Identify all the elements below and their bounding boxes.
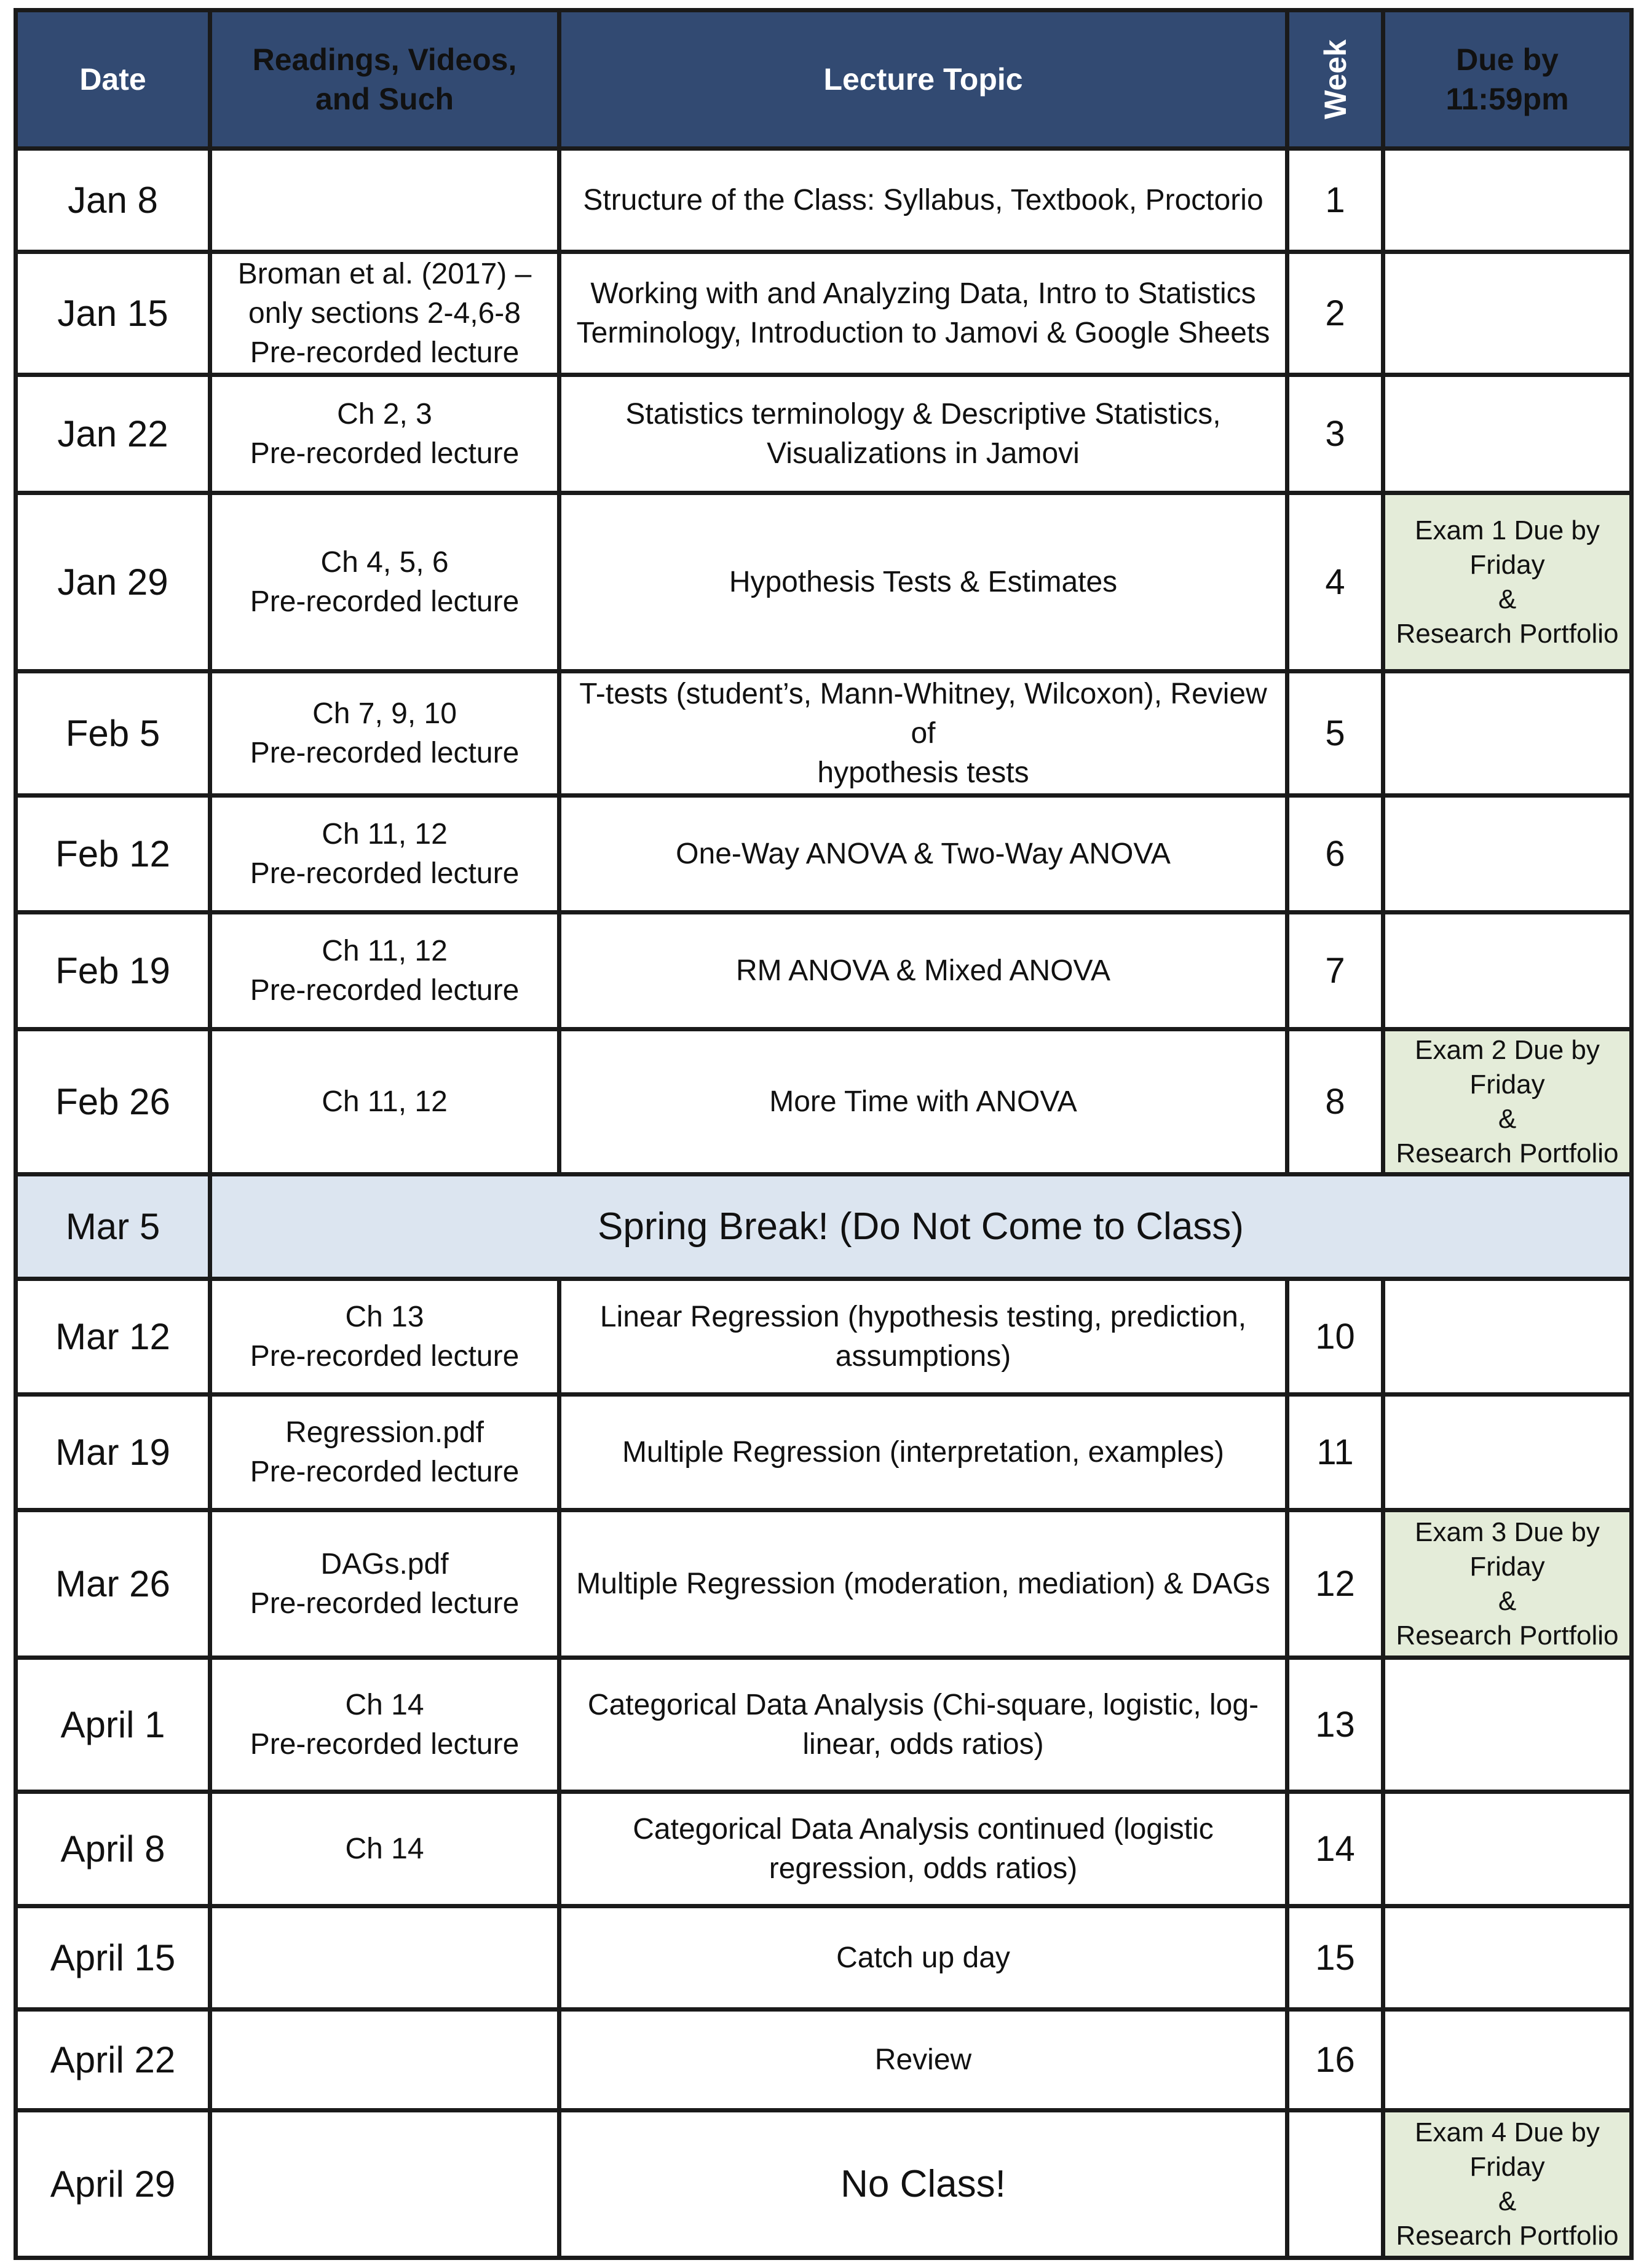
readings-cell: [210, 149, 560, 252]
readings-cell: Ch 11, 12: [210, 1029, 560, 1175]
due-cell: [1383, 1395, 1632, 1510]
date-cell: Feb 26: [16, 1029, 210, 1175]
due-line: Exam 3 Due by: [1415, 1517, 1600, 1547]
readings-cell: [210, 252, 560, 375]
date-cell: Feb 12: [16, 796, 210, 913]
due-line: &: [1498, 2186, 1517, 2216]
date-cell: Feb 19: [16, 913, 210, 1029]
topic-cell: RM ANOVA & Mixed ANOVA: [560, 913, 1287, 1029]
readings-line: Ch 2, 3: [337, 397, 432, 430]
date-cell: Mar 19: [16, 1395, 210, 1510]
date-cell: Mar 12: [16, 1279, 210, 1395]
date-cell: Mar 26: [16, 1510, 210, 1658]
table-row: [16, 2111, 1632, 2258]
due-line: Research Portfolio: [1396, 1138, 1619, 1168]
header-due-line2: 11:59pm: [1445, 82, 1569, 116]
topic-cell: Catch up day: [560, 1906, 1287, 2010]
due-cell-exam: [1383, 1510, 1632, 1658]
week-cell: 12: [1287, 1510, 1383, 1658]
readings-cell: [210, 2010, 560, 2111]
week-cell: 8: [1287, 1029, 1383, 1175]
due-line: Exam 2 Due by: [1415, 1034, 1600, 1065]
due-line: Research Portfolio: [1396, 1620, 1619, 1651]
week-cell: 6: [1287, 796, 1383, 913]
readings-cell: [210, 796, 560, 913]
week-cell: 4: [1287, 493, 1383, 672]
due-line: Friday: [1469, 1069, 1545, 1100]
table-row: [16, 1906, 1632, 2010]
readings-line: Pre-recorded lecture: [250, 736, 520, 769]
topic-line: Categorical Data Analysis continued (logistic: [633, 1812, 1214, 1846]
table-row: [16, 1029, 1632, 1175]
header-date: Date: [16, 10, 210, 149]
due-cell-exam: [1383, 493, 1632, 672]
topic-cell: [560, 375, 1287, 493]
table-row: [16, 1279, 1632, 1395]
due-line: &: [1498, 1585, 1517, 1616]
table-row: [16, 1395, 1632, 1510]
readings-line: Pre-recorded lecture: [250, 336, 520, 369]
schedule-table: [14, 8, 1634, 2260]
week-cell: 7: [1287, 913, 1383, 1029]
header-topic: Lecture Topic: [560, 10, 1287, 149]
due-line: Exam 1 Due by: [1415, 515, 1600, 545]
topic-line: Categorical Data Analysis (Chi-square, logistic, log-: [587, 1688, 1259, 1721]
readings-line: Ch 4, 5, 6: [320, 545, 449, 579]
date-cell: Jan 15: [16, 252, 210, 375]
due-line: Friday: [1469, 549, 1545, 580]
date-cell: Mar 5: [16, 1175, 210, 1279]
header-week-label: Week: [1318, 39, 1353, 119]
due-line: Research Portfolio: [1396, 618, 1619, 649]
week-cell: 2: [1287, 252, 1383, 375]
due-cell: [1383, 1279, 1632, 1395]
readings-line: Regression.pdf: [285, 1416, 484, 1449]
readings-line: only sections 2-4,6-8: [248, 296, 521, 330]
topic-line: T-tests (student’s, Mann-Whitney, Wilcoxon), Review of: [579, 677, 1267, 750]
date-cell: April 15: [16, 1906, 210, 2010]
readings-line: Broman et al. (2017) –: [237, 257, 532, 290]
topic-line: Terminology, Introduction to Jamovi & Google Sheets: [576, 316, 1270, 349]
due-cell: [1383, 2010, 1632, 2111]
readings-line: Pre-recorded lecture: [250, 857, 520, 890]
date-cell: April 1: [16, 1658, 210, 1792]
date-cell: April 22: [16, 2010, 210, 2111]
readings-cell: [210, 913, 560, 1029]
table-row: [16, 1658, 1632, 1792]
due-cell: [1383, 1906, 1632, 2010]
readings-cell: [210, 672, 560, 796]
topic-line: linear, odds ratios): [802, 1727, 1044, 1761]
table-row: [16, 149, 1632, 252]
topic-cell: [560, 1279, 1287, 1395]
topic-cell: More Time with ANOVA: [560, 1029, 1287, 1175]
due-cell: [1383, 252, 1632, 375]
readings-line: Ch 13: [345, 1300, 424, 1333]
readings-cell: [210, 2111, 560, 2258]
date-cell: April 29: [16, 2111, 210, 2258]
table-row: [16, 375, 1632, 493]
header-readings-line2: and Such: [315, 82, 454, 116]
topic-line: assumptions): [835, 1339, 1011, 1373]
week-cell: 1: [1287, 149, 1383, 252]
topic-cell: Multiple Regression (moderation, mediation) & DAGs: [560, 1510, 1287, 1658]
header-row: [16, 10, 1632, 149]
table-row: [16, 796, 1632, 913]
week-cell: 11: [1287, 1395, 1383, 1510]
due-cell: [1383, 1792, 1632, 1906]
table-row: [16, 1510, 1632, 1658]
readings-cell: [210, 1658, 560, 1792]
due-cell: [1383, 1658, 1632, 1792]
date-cell: Jan 8: [16, 149, 210, 252]
week-cell: 15: [1287, 1906, 1383, 2010]
readings-cell: [210, 375, 560, 493]
topic-cell: One-Way ANOVA & Two-Way ANOVA: [560, 796, 1287, 913]
topic-cell: [560, 1792, 1287, 1906]
topic-cell: Structure of the Class: Syllabus, Textbook, Proctorio: [560, 149, 1287, 252]
spring-break-row: [16, 1175, 1632, 1279]
due-cell: [1383, 672, 1632, 796]
week-cell: 3: [1287, 375, 1383, 493]
topic-line: Linear Regression (hypothesis testing, prediction,: [599, 1300, 1247, 1333]
date-cell: April 8: [16, 1792, 210, 1906]
due-cell: [1383, 796, 1632, 913]
readings-cell: [210, 1395, 560, 1510]
topic-line: hypothesis tests: [817, 756, 1029, 789]
readings-cell: [210, 1279, 560, 1395]
week-cell: [1287, 2111, 1383, 2258]
week-cell: 13: [1287, 1658, 1383, 1792]
due-cell-exam: [1383, 2111, 1632, 2258]
readings-line: Pre-recorded lecture: [250, 1339, 520, 1373]
topic-cell: [560, 672, 1287, 796]
readings-line: Ch 7, 9, 10: [312, 697, 457, 730]
readings-line: Pre-recorded lecture: [250, 437, 520, 470]
week-cell: 16: [1287, 2010, 1383, 2111]
header-week: [1287, 10, 1383, 149]
topic-cell: Multiple Regression (interpretation, examples): [560, 1395, 1287, 1510]
due-line: &: [1498, 1103, 1517, 1134]
table-row: [16, 913, 1632, 1029]
due-cell: [1383, 913, 1632, 1029]
readings-line: DAGs.pdf: [320, 1547, 449, 1580]
readings-line: Pre-recorded lecture: [250, 973, 520, 1007]
due-cell: [1383, 375, 1632, 493]
week-cell: 14: [1287, 1792, 1383, 1906]
due-line: Research Portfolio: [1396, 2220, 1619, 2251]
header-readings: [210, 10, 560, 149]
due-line: Friday: [1469, 2151, 1545, 2182]
readings-cell: Ch 14: [210, 1792, 560, 1906]
due-line: Exam 4 Due by: [1415, 2117, 1600, 2147]
header-readings-line1: Readings, Videos,: [252, 42, 517, 77]
table-row: [16, 493, 1632, 672]
readings-cell: [210, 1510, 560, 1658]
topic-cell: [560, 252, 1287, 375]
readings-cell: [210, 1906, 560, 2010]
date-cell: Jan 22: [16, 375, 210, 493]
readings-line: Ch 11, 12: [322, 934, 448, 967]
date-cell: Jan 29: [16, 493, 210, 672]
header-due-line1: Due by: [1456, 42, 1559, 77]
table-row: [16, 252, 1632, 375]
header-due: [1383, 10, 1632, 149]
topic-cell: Hypothesis Tests & Estimates: [560, 493, 1287, 672]
readings-line: Pre-recorded lecture: [250, 1455, 520, 1488]
date-cell: Feb 5: [16, 672, 210, 796]
table-row: [16, 672, 1632, 796]
readings-line: Pre-recorded lecture: [250, 585, 520, 618]
table-row: [16, 2010, 1632, 2111]
readings-line: Ch 11, 12: [322, 817, 448, 850]
due-cell: [1383, 149, 1632, 252]
due-line: Friday: [1469, 1551, 1545, 1582]
topic-line: Statistics terminology & Descriptive Statistics,: [625, 397, 1221, 430]
readings-line: Ch 14: [345, 1688, 424, 1721]
topic-cell: [560, 1658, 1287, 1792]
readings-cell: [210, 493, 560, 672]
topic-line: Visualizations in Jamovi: [767, 437, 1080, 470]
due-line: &: [1498, 584, 1517, 614]
topic-cell: Review: [560, 2010, 1287, 2111]
week-cell: 5: [1287, 672, 1383, 796]
readings-line: Pre-recorded lecture: [250, 1587, 520, 1620]
due-cell-exam: [1383, 1029, 1632, 1175]
topic-line: regression, odds ratios): [769, 1852, 1078, 1885]
topic-line: Working with and Analyzing Data, Intro to Statistics: [590, 277, 1256, 310]
table-row: [16, 1792, 1632, 1906]
week-cell: 10: [1287, 1279, 1383, 1395]
topic-cell: No Class!: [560, 2111, 1287, 2258]
spring-break-message: Spring Break! (Do Not Come to Class): [210, 1175, 1632, 1279]
readings-line: Pre-recorded lecture: [250, 1727, 520, 1761]
